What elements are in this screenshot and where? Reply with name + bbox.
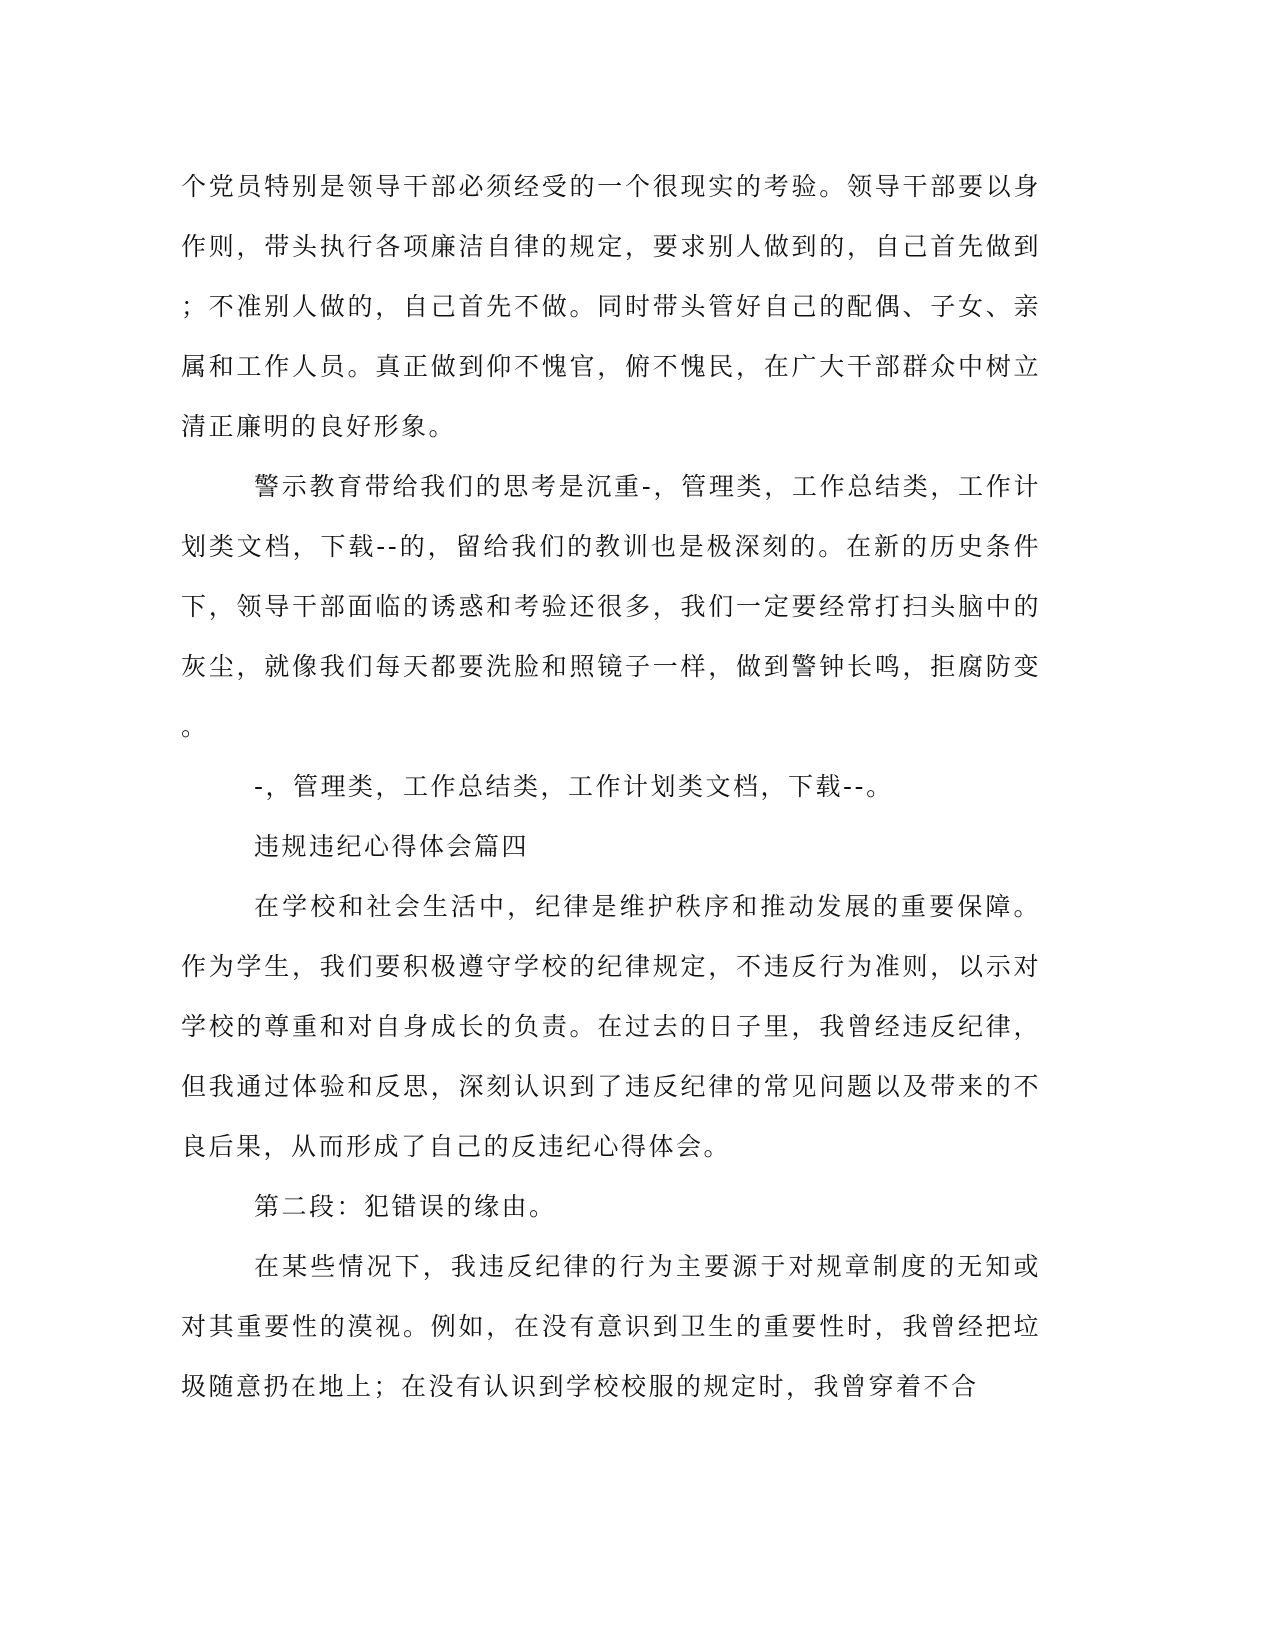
- section-heading: 违规违纪心得体会篇四: [254, 832, 530, 861]
- paragraph-2: 警示教育带给我们的思考是沉重-，管理类，工作总结类，工作计划类文档，下载--的，留给我们的教训也是极深刻的。在新的历史条件下，领导干部面临的诱惑和考验还很多，我们一定要经常打扫头脑中的灰尘，就像我们每天都要洗脸和照镜子一样，做到警钟长鸣，拒腐防变。: [181, 472, 1041, 741]
- paragraph-7: 在某些情况下，我违反纪律的行为主要源于对规章制度的无知或对其重要性的漠视。例如，在没有意识到卫生的重要性时，我曾经把垃圾随意扔在地上；在没有认识到学校校服的规定时，我曾穿着不合: [181, 1252, 1041, 1401]
- paragraph-1: 个党员特别是领导干部必须经受的一个很现实的考验。领导干部要以身作则，带头执行各项廉洁自律的规定，要求别人做到的，自己首先做到；不准别人做的，自己首先不做。同时带头管好自己的配偶、子女、亲属和工作人员。真正做到仰不愧官，俯不愧民，在广大干部群众中树立清正廉明的良好形象。: [181, 172, 1041, 441]
- paragraph-3: -，管理类，工作总结类，工作计划类文档，下载--。: [254, 772, 894, 801]
- document-body: [181, 157, 1041, 1417]
- subsection-heading: 第二段：犯错误的缘由。: [254, 1192, 557, 1221]
- paragraph-5: 在学校和社会生活中，纪律是维护秩序和推动发展的重要保障。作为学生，我们要积极遵守学校的纪律规定，不违反行为准则，以示对学校的尊重和对自身成长的负责。在过去的日子里，我曾经违反纪律，但我通过体验和反思，深刻认识到了违反纪律的常见问题以及带来的不良后果，从而形成了自己的反违纪心得体会。: [181, 892, 1041, 1161]
